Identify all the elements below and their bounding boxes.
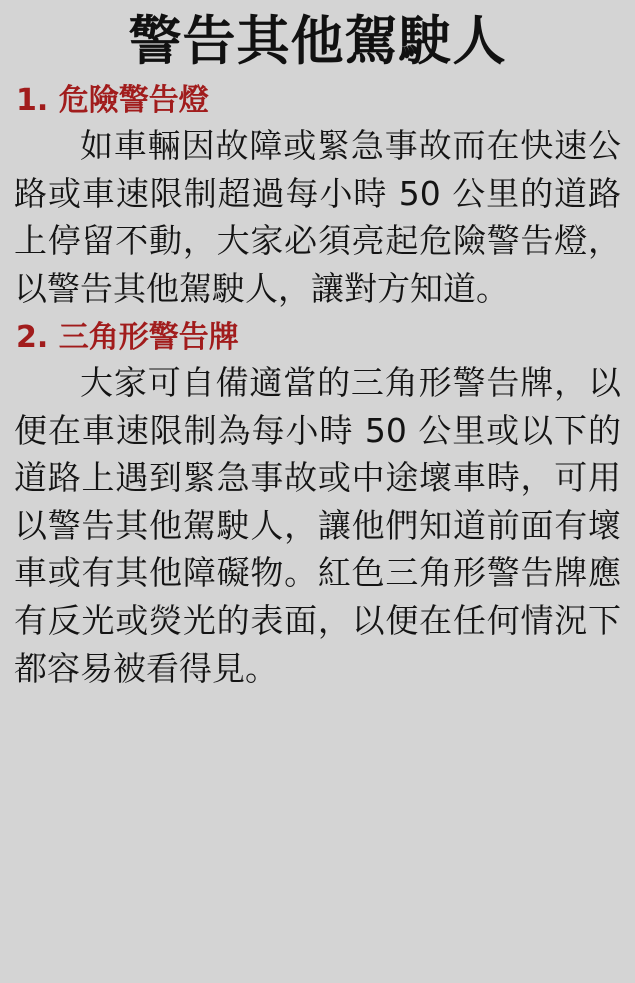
section-1-paragraph-1: 如車輛因故障或緊急事故而在快速公路或車速限制超過每小時 50 公里的道路上停留不動，大家必須亮起危險警告燈，以警告其他駕駛人，讓對方知道。 [14,126,621,308]
section-hazard-lights [14,81,621,312]
page-title: 警告其他駕駛人 [128,11,507,72]
section-warning-triangle [14,318,621,692]
section-heading-1: 1. 危險警告燈 [16,83,209,119]
section-heading-2: 2. 三角形警告牌 [16,320,239,356]
section-2-paragraph-1: 大家可自備適當的三角形警告牌，以便在車速限制為每小時 50 公里或以下的道路上遇到緊急事故或中途壞車時，可用以警告其他駕駛人，讓他們知道前面有壞車或有其他障礙物。紅色三角形警告牌應有反光或熒光的表面，以便在任何情況下都容易被看得見。 [14,363,621,688]
